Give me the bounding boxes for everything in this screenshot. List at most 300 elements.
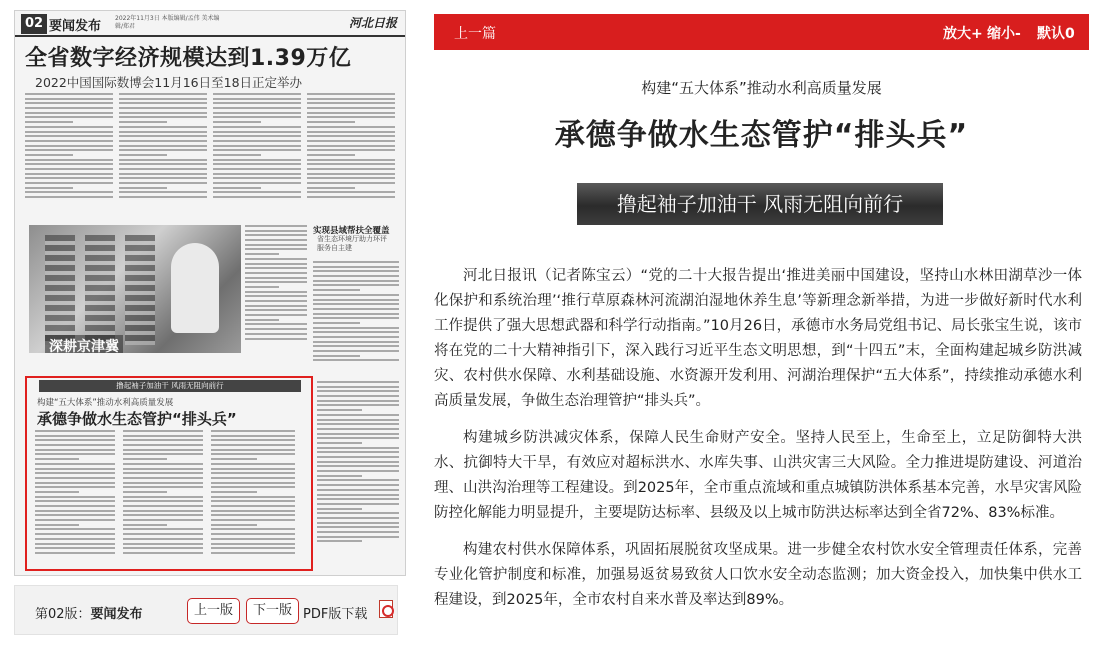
text-line bbox=[211, 491, 257, 493]
text-line bbox=[213, 196, 301, 198]
text-line bbox=[35, 514, 115, 516]
text-line bbox=[245, 291, 307, 293]
text-line bbox=[213, 126, 301, 128]
text-line bbox=[307, 154, 355, 156]
text-line bbox=[211, 486, 295, 488]
text-line bbox=[211, 543, 295, 545]
text-line bbox=[123, 477, 203, 479]
zoom-in-button[interactable]: 放大+ bbox=[943, 26, 983, 42]
selected-article-highlight[interactable] bbox=[25, 376, 313, 571]
text-line bbox=[313, 345, 399, 347]
text-line bbox=[213, 107, 301, 109]
text-line bbox=[119, 149, 207, 151]
text-line bbox=[317, 484, 399, 486]
previous-page-button[interactable]: 上一版 bbox=[187, 598, 240, 624]
text-line bbox=[211, 538, 295, 540]
text-line bbox=[313, 284, 399, 286]
text-line bbox=[211, 439, 295, 441]
page-navigation-bar bbox=[14, 585, 398, 635]
text-line bbox=[35, 533, 115, 535]
page-meta: 2022年11月3日 本版编辑/孟伟 美术编辑/郑君 bbox=[115, 15, 220, 30]
text-line bbox=[313, 261, 399, 263]
text-line bbox=[211, 458, 257, 460]
text-line bbox=[307, 102, 395, 104]
text-line bbox=[317, 512, 399, 514]
text-line bbox=[25, 187, 73, 189]
text-line bbox=[211, 552, 295, 554]
text-line bbox=[313, 327, 399, 329]
text-line bbox=[119, 168, 207, 170]
next-page-button[interactable]: 下一版 bbox=[246, 598, 299, 624]
text-line bbox=[25, 112, 113, 114]
text-line bbox=[25, 140, 113, 142]
text-line bbox=[211, 500, 295, 502]
text-line bbox=[211, 472, 295, 474]
text-line bbox=[307, 163, 395, 165]
photo-caption: 深耕京津冀 bbox=[45, 335, 123, 353]
text-line bbox=[213, 145, 301, 147]
text-line bbox=[35, 510, 115, 512]
text-line bbox=[313, 350, 399, 352]
text-line bbox=[317, 433, 399, 435]
text-line bbox=[213, 93, 301, 95]
text-line bbox=[211, 505, 295, 507]
previous-article-link[interactable]: 上一篇 bbox=[454, 26, 496, 42]
text-line bbox=[307, 131, 395, 133]
text-line bbox=[245, 263, 307, 265]
text-line bbox=[25, 163, 113, 165]
text-line bbox=[317, 414, 399, 416]
text-column bbox=[25, 93, 113, 201]
newspaper-page-thumbnail[interactable] bbox=[14, 10, 406, 576]
text-line bbox=[119, 102, 207, 104]
text-line bbox=[213, 135, 301, 137]
text-line bbox=[211, 496, 295, 498]
text-line bbox=[317, 386, 399, 388]
text-line bbox=[123, 496, 203, 498]
article-paragraph: 构建城乡防洪减灾体系，保障人民生命财产安全。坚持人民至上，生命至上，立足防御特大洪水、抗御特大干旱，有效应对超标洪水、水库失事、山洪灾害三大风险。全力推进堤防建设、河道治理、山洪沟治理等工程建设。到2025年，全市重点流域和重点城镇防洪体系基本完善，水旱灾害风险防控化解能力明显提升，主要堤防达标率、县级及以上城市防洪达标率达到全省72%、83%标准。 bbox=[434, 430, 1082, 521]
text-line bbox=[123, 491, 167, 493]
text-line bbox=[35, 519, 115, 521]
text-line bbox=[313, 336, 399, 338]
text-line bbox=[35, 458, 79, 460]
text-line bbox=[211, 514, 295, 516]
text-line bbox=[317, 428, 399, 430]
text-line bbox=[211, 477, 295, 479]
text-line bbox=[123, 458, 167, 460]
text-line bbox=[123, 472, 203, 474]
text-line bbox=[119, 140, 207, 142]
text-line bbox=[213, 177, 301, 179]
text-line bbox=[317, 419, 399, 421]
text-line bbox=[25, 131, 113, 133]
text-line bbox=[35, 543, 115, 545]
text-line bbox=[213, 140, 301, 142]
text-line bbox=[245, 281, 307, 283]
text-column bbox=[213, 93, 301, 201]
text-line bbox=[123, 519, 203, 521]
text-line bbox=[25, 168, 113, 170]
text-line bbox=[211, 533, 295, 535]
text-line bbox=[317, 442, 362, 444]
text-line bbox=[245, 248, 307, 250]
text-line bbox=[123, 505, 203, 507]
text-line bbox=[119, 126, 207, 128]
text-line bbox=[35, 486, 115, 488]
text-column bbox=[317, 381, 399, 545]
page-header bbox=[15, 11, 405, 37]
text-line bbox=[307, 126, 395, 128]
article-title: 承德争做水生态管护“排头兵” bbox=[554, 118, 969, 153]
text-line bbox=[25, 116, 113, 118]
text-line bbox=[119, 93, 207, 95]
text-line bbox=[317, 526, 399, 528]
text-column bbox=[123, 430, 203, 557]
text-column bbox=[211, 430, 295, 557]
text-line bbox=[211, 547, 295, 549]
text-line bbox=[245, 253, 279, 255]
text-line bbox=[307, 112, 395, 114]
text-line bbox=[245, 230, 307, 232]
text-line bbox=[211, 519, 295, 521]
text-line bbox=[211, 468, 295, 470]
text-line bbox=[123, 444, 203, 446]
reset-zoom-button[interactable]: 默认0 bbox=[1037, 26, 1075, 42]
text-line bbox=[119, 173, 207, 175]
text-line bbox=[25, 182, 113, 184]
text-line bbox=[313, 322, 360, 324]
text-line bbox=[317, 470, 399, 472]
text-line bbox=[317, 536, 399, 538]
text-line bbox=[307, 191, 395, 193]
text-line bbox=[35, 547, 115, 549]
text-line bbox=[317, 400, 399, 402]
text-line bbox=[211, 444, 295, 446]
text-line bbox=[123, 486, 203, 488]
text-line bbox=[317, 423, 399, 425]
text-line bbox=[211, 453, 295, 455]
text-line bbox=[35, 439, 115, 441]
text-line bbox=[245, 309, 307, 311]
text-line bbox=[317, 456, 399, 458]
text-line bbox=[213, 191, 301, 193]
text-line bbox=[35, 430, 115, 432]
text-line bbox=[307, 107, 395, 109]
text-line bbox=[317, 395, 399, 397]
text-line bbox=[213, 159, 301, 161]
highlight-kicker: 构建“五大体系”推动水利高质量发展 bbox=[37, 398, 174, 408]
text-line bbox=[119, 107, 207, 109]
text-line bbox=[35, 453, 115, 455]
text-line bbox=[307, 98, 395, 100]
text-line bbox=[211, 463, 295, 465]
text-line bbox=[123, 500, 203, 502]
text-line bbox=[123, 435, 203, 437]
text-line bbox=[213, 121, 261, 123]
text-line bbox=[245, 286, 279, 288]
text-line bbox=[317, 465, 399, 467]
text-line bbox=[123, 468, 203, 470]
text-line bbox=[35, 463, 115, 465]
text-line bbox=[313, 299, 399, 301]
text-line bbox=[119, 187, 167, 189]
text-line bbox=[35, 538, 115, 540]
text-line bbox=[307, 177, 395, 179]
text-line bbox=[245, 333, 307, 335]
text-line bbox=[211, 449, 295, 451]
text-line bbox=[25, 196, 113, 198]
news-photo[interactable] bbox=[29, 225, 241, 353]
text-line bbox=[25, 154, 73, 156]
text-line bbox=[313, 341, 399, 343]
text-line bbox=[123, 482, 203, 484]
text-line bbox=[245, 295, 307, 297]
text-line bbox=[307, 182, 395, 184]
lead-article-subtitle: 2022中国国际数博会11月16日至18日正定举办 bbox=[35, 75, 303, 90]
text-line bbox=[119, 177, 207, 179]
text-line bbox=[119, 163, 207, 165]
text-line bbox=[25, 121, 73, 123]
text-line bbox=[245, 258, 307, 260]
text-line bbox=[317, 461, 399, 463]
text-line bbox=[245, 225, 307, 227]
text-line bbox=[307, 159, 395, 161]
text-line bbox=[35, 496, 115, 498]
text-line bbox=[245, 338, 307, 340]
text-line bbox=[317, 522, 399, 524]
article-paragraph: 河北日报讯（记者陈宝云）“党的二十大报告提出‘推进美丽中国建设，坚持山水林田湖草沙一体化保护和系统治理’‘推行草原森林河流湖泊湿地休养生息’等新理念新举措，为进一步做好新时代水利工作提供了强大思想武器和科学行动指南。”10月26日，承德市水务局党组书记、局长张宝生说，该市将在党的二十大精神指引下，深入践行习近平生态文明思想，到“十四五”末，全面构建起城乡防洪减灾、农村供水保障、水利基础设施、水资源开发利用、河湖治理保护“五大体系”，持续推动承德水利高质量发展，争做生态治理管护“排头兵”。 bbox=[434, 268, 1082, 409]
side-article-headline[interactable]: 实现县域帮扶全覆盖 bbox=[313, 226, 390, 236]
text-line bbox=[35, 444, 115, 446]
text-line bbox=[245, 267, 307, 269]
text-line bbox=[211, 435, 295, 437]
side-article-subheadline: 省生态环境厅助力环评服务自主建 bbox=[317, 235, 387, 252]
text-line bbox=[213, 168, 301, 170]
text-line bbox=[313, 355, 360, 357]
text-line bbox=[245, 272, 307, 274]
text-line bbox=[211, 430, 295, 432]
text-line bbox=[213, 112, 301, 114]
text-line bbox=[35, 468, 115, 470]
text-line bbox=[313, 280, 399, 282]
article-toolbar bbox=[434, 14, 1089, 50]
text-line bbox=[307, 168, 395, 170]
text-line bbox=[123, 514, 203, 516]
text-column bbox=[307, 93, 395, 201]
article-body bbox=[434, 264, 1082, 625]
text-line bbox=[123, 510, 203, 512]
text-line bbox=[313, 294, 399, 296]
text-line bbox=[213, 163, 301, 165]
text-line bbox=[25, 93, 113, 95]
text-line bbox=[35, 477, 115, 479]
text-line bbox=[123, 538, 203, 540]
text-line bbox=[25, 145, 113, 147]
text-line bbox=[123, 547, 203, 549]
text-line bbox=[119, 159, 207, 161]
text-line bbox=[245, 277, 307, 279]
text-line bbox=[307, 145, 395, 147]
text-line bbox=[119, 98, 207, 100]
text-line bbox=[313, 313, 399, 315]
text-line bbox=[119, 196, 207, 198]
text-line bbox=[307, 149, 395, 151]
text-line bbox=[123, 449, 203, 451]
text-line bbox=[245, 319, 279, 321]
text-line bbox=[317, 475, 362, 477]
page-number: 02 bbox=[21, 14, 47, 34]
text-line bbox=[25, 191, 113, 193]
text-line bbox=[35, 482, 115, 484]
text-line bbox=[317, 498, 399, 500]
text-line bbox=[119, 154, 167, 156]
text-line bbox=[119, 116, 207, 118]
text-line bbox=[317, 451, 399, 453]
text-column bbox=[313, 261, 399, 364]
text-line bbox=[35, 500, 115, 502]
text-line bbox=[25, 135, 113, 137]
text-line bbox=[245, 244, 307, 246]
text-line bbox=[123, 463, 203, 465]
text-line bbox=[245, 239, 307, 241]
text-line bbox=[123, 528, 203, 530]
text-line bbox=[317, 489, 399, 491]
text-line bbox=[123, 524, 167, 526]
text-line bbox=[25, 126, 113, 128]
text-line bbox=[213, 187, 261, 189]
page-section: 要闻发布 bbox=[49, 19, 102, 34]
text-line bbox=[307, 135, 395, 137]
text-line bbox=[123, 430, 203, 432]
text-line bbox=[123, 552, 203, 554]
text-line bbox=[119, 112, 207, 114]
text-line bbox=[213, 154, 261, 156]
text-line bbox=[119, 182, 207, 184]
article-kicker: 构建“五大体系”推动水利高质量发展 bbox=[641, 79, 882, 97]
text-line bbox=[317, 540, 362, 542]
text-line bbox=[245, 323, 307, 325]
text-line bbox=[317, 494, 399, 496]
zoom-out-button[interactable]: 缩小- bbox=[987, 26, 1021, 42]
current-page-section: 要闻发布 bbox=[90, 607, 143, 622]
text-line bbox=[35, 528, 115, 530]
text-line bbox=[307, 116, 395, 118]
text-line bbox=[213, 173, 301, 175]
text-line bbox=[25, 159, 113, 161]
text-column bbox=[35, 430, 115, 557]
text-column bbox=[245, 225, 307, 342]
text-line bbox=[245, 305, 307, 307]
text-line bbox=[245, 234, 307, 236]
lead-article-title[interactable]: 全省数字经济规模达到1.39万亿 bbox=[25, 46, 352, 71]
text-line bbox=[211, 510, 295, 512]
text-line bbox=[317, 390, 399, 392]
text-line bbox=[123, 453, 203, 455]
text-line bbox=[313, 275, 399, 277]
text-line bbox=[25, 149, 113, 151]
text-line bbox=[213, 182, 301, 184]
text-line bbox=[123, 533, 203, 535]
text-line bbox=[211, 524, 257, 526]
text-line bbox=[313, 308, 399, 310]
text-line bbox=[25, 173, 113, 175]
text-line bbox=[313, 270, 399, 272]
text-line bbox=[213, 149, 301, 151]
text-line bbox=[317, 503, 399, 505]
text-line bbox=[119, 135, 207, 137]
text-line bbox=[317, 447, 399, 449]
pdf-download-link[interactable]: PDF版下载 bbox=[303, 607, 368, 622]
text-line bbox=[35, 505, 115, 507]
text-line bbox=[213, 102, 301, 104]
text-line bbox=[307, 93, 395, 95]
text-line bbox=[313, 359, 399, 361]
text-line bbox=[307, 121, 355, 123]
text-line bbox=[35, 491, 79, 493]
text-line bbox=[119, 145, 207, 147]
text-line bbox=[35, 552, 115, 554]
text-line bbox=[35, 524, 79, 526]
current-page-label bbox=[35, 603, 143, 622]
text-line bbox=[307, 173, 395, 175]
text-line bbox=[313, 317, 399, 319]
text-line bbox=[35, 449, 115, 451]
text-line bbox=[123, 439, 203, 441]
text-line bbox=[213, 131, 301, 133]
text-line bbox=[313, 303, 399, 305]
text-line bbox=[119, 131, 207, 133]
text-line bbox=[211, 528, 295, 530]
masthead-logo: 河北日报 bbox=[348, 16, 397, 30]
text-line bbox=[25, 102, 113, 104]
text-line bbox=[313, 289, 360, 291]
text-line bbox=[245, 314, 307, 316]
text-line bbox=[25, 98, 113, 100]
text-line bbox=[317, 437, 399, 439]
text-line bbox=[317, 409, 362, 411]
text-line bbox=[317, 517, 399, 519]
highlight-banner: 撸起袖子加油干 风雨无阻向前行 bbox=[39, 380, 301, 392]
text-line bbox=[317, 531, 399, 533]
text-line bbox=[313, 266, 399, 268]
text-line bbox=[313, 331, 399, 333]
text-line bbox=[317, 508, 362, 510]
text-line bbox=[25, 177, 113, 179]
text-line bbox=[307, 187, 355, 189]
text-line bbox=[245, 300, 307, 302]
text-line bbox=[317, 381, 399, 383]
text-line bbox=[119, 191, 207, 193]
article-banner: 撸起袖子加油干 风雨无阻向前行 bbox=[577, 183, 943, 225]
text-line bbox=[211, 482, 295, 484]
text-line bbox=[25, 107, 113, 109]
highlight-title: 承德争做水生态管护“排头兵” bbox=[37, 410, 237, 428]
text-line bbox=[245, 328, 307, 330]
text-line bbox=[317, 479, 399, 481]
text-line bbox=[123, 543, 203, 545]
text-line bbox=[307, 196, 395, 198]
text-line bbox=[213, 98, 301, 100]
text-line bbox=[119, 121, 167, 123]
pdf-icon[interactable] bbox=[379, 600, 393, 618]
text-line bbox=[35, 435, 115, 437]
article-paragraph: 构建农村供水保障体系，巩固拓展脱贫攻坚成果。进一步健全农村饮水安全管理责任体系，完善专业化管护制度和标准，加强易返贫易致贫人口饮水安全动态监测；加大资金投入，加快集中供水工程建设，到2025年，全市农村自来水普及率达到89%。 bbox=[434, 542, 1082, 608]
text-line bbox=[213, 116, 301, 118]
text-column bbox=[119, 93, 207, 201]
text-line bbox=[317, 404, 399, 406]
current-page-prefix: 第02版： bbox=[35, 607, 91, 622]
text-line bbox=[35, 472, 115, 474]
